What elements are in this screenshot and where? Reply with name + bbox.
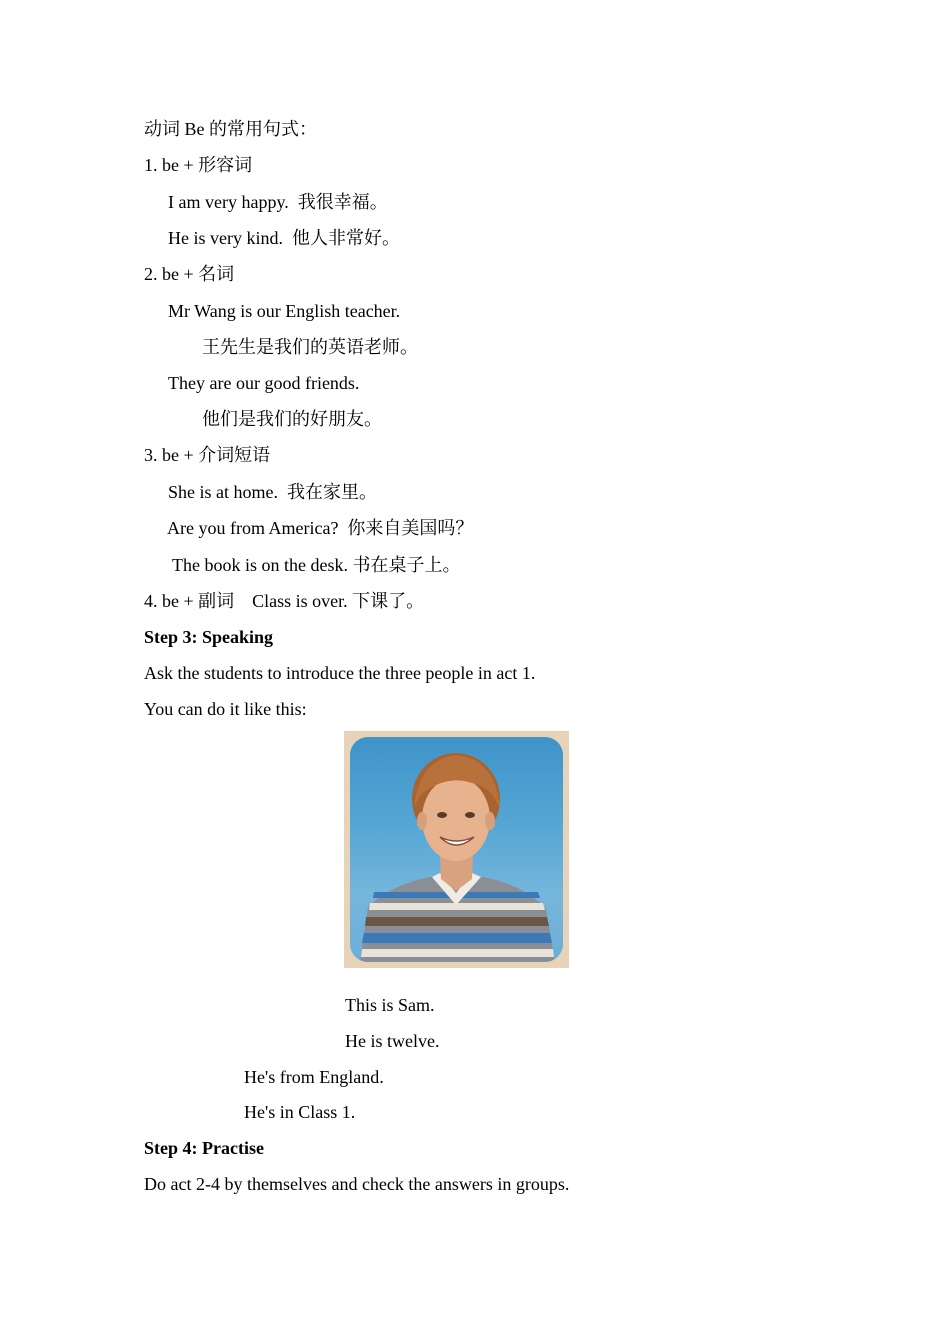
intro-sentence: This is Sam. <box>345 995 435 1015</box>
example-sentence: He is very kind. 他人非常好。 <box>168 228 400 248</box>
intro-sentence: He's from England. <box>244 1067 384 1087</box>
example-translation: 王先生是我们的英语老师。 <box>202 337 418 357</box>
example-sentence: They are our good friends. <box>168 373 360 393</box>
instruction-text: Ask the students to introduce the three people in act 1. <box>144 663 536 683</box>
photo-frame <box>350 737 563 962</box>
instruction-text: You can do it like this: <box>144 699 307 719</box>
example-sentence: The book is on the desk. 书在桌子上。 <box>172 555 461 575</box>
section-heading-be-patterns: 动词 Be 的常用句式： <box>144 119 317 139</box>
example-translation: 他们是我们的好朋友。 <box>202 409 382 429</box>
example-sentence: Mr Wang is our English teacher. <box>168 301 401 321</box>
step-4-heading: Step 4: Practise <box>144 1138 264 1158</box>
boy-portrait-illustration <box>350 737 563 962</box>
intro-sentence: He is twelve. <box>345 1031 440 1051</box>
pattern-3-heading: 3. be + 介词短语 <box>144 445 271 465</box>
example-sentence: Are you from America? 你来自美国吗？ <box>167 518 474 538</box>
sam-photo <box>344 731 569 968</box>
instruction-text: Do act 2-4 by themselves and check the answers in groups. <box>144 1174 570 1194</box>
example-sentence: I am very happy. 我很幸福。 <box>168 192 388 212</box>
intro-sentence: He's in Class 1. <box>244 1102 356 1122</box>
step-3-heading: Step 3: Speaking <box>144 627 274 647</box>
example-sentence: She is at home. 我在家里。 <box>168 482 377 502</box>
pattern-2-heading: 2. be + 名词 <box>144 264 235 284</box>
pattern-1-heading: 1. be + 形容词 <box>144 155 253 175</box>
pattern-4-heading: 4. be + 副词 Class is over. 下课了。 <box>144 591 425 611</box>
